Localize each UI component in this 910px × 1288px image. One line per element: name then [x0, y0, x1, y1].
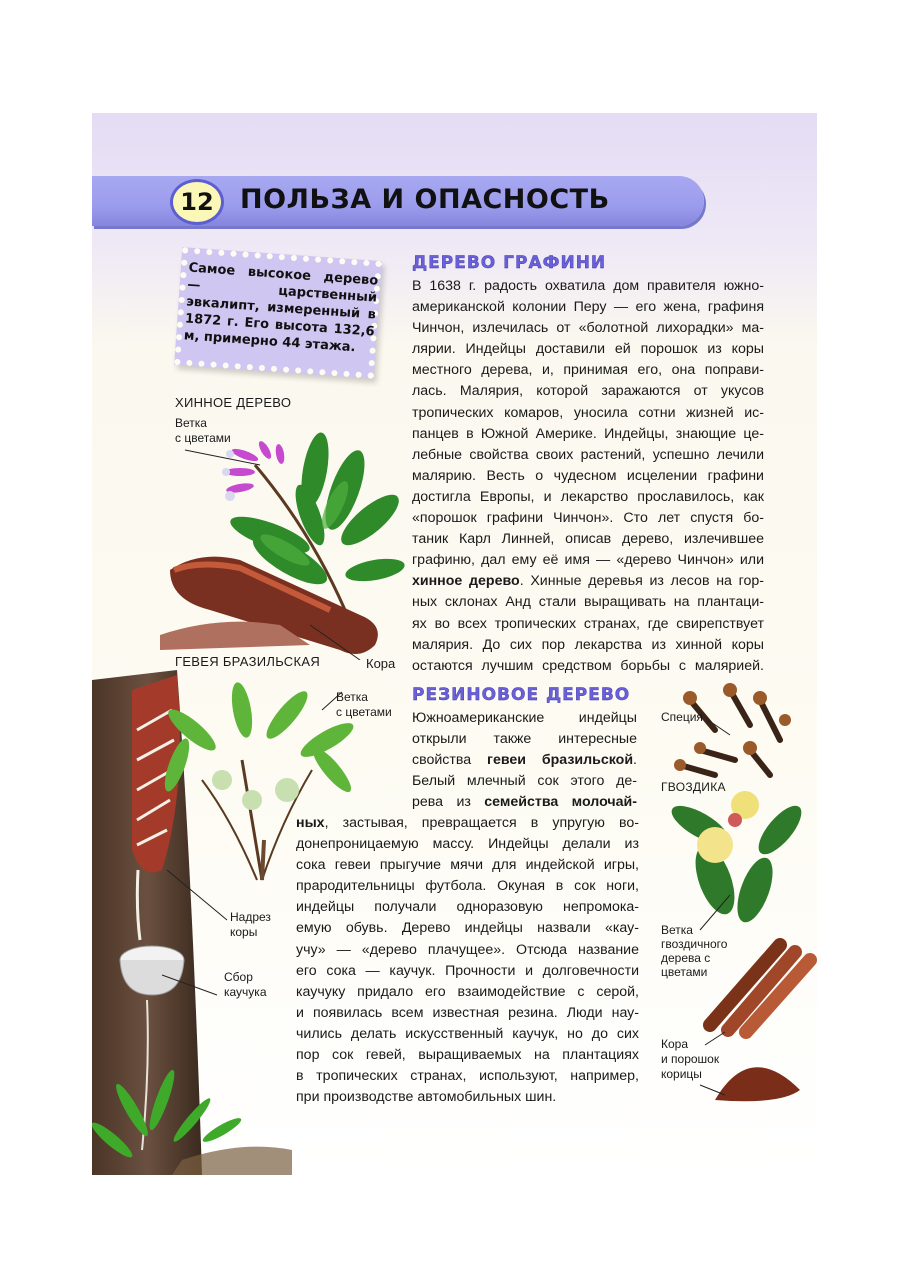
chapter-number-badge: 12 — [170, 179, 224, 225]
clove-branch-label — [661, 923, 727, 979]
cinnamon-label — [661, 1037, 719, 1082]
text-line: панцев в Южной Америке. Индейцы, знающие це- — [412, 425, 764, 442]
text-line: ях во всех тропических странах, где свирепствует — [412, 615, 764, 632]
text-line: лебные свойства своих растений, успешно лечили — [412, 446, 764, 463]
text-line: малярию. Весть о чудесном исцелении графини — [412, 467, 764, 484]
label-line: Ветка — [175, 416, 207, 430]
text-line — [412, 750, 637, 771]
text-line: чились делать искусственный каучук, но до сих — [296, 1025, 639, 1042]
text-line: и появилась всем известная резина. Люди нау- — [296, 1004, 639, 1021]
text-fragment: . Хинные деревья из лесов на гор- — [519, 573, 765, 590]
section-2-body-top — [412, 708, 637, 813]
clove-caption: ГВОЗДИКА — [661, 780, 726, 794]
text-line: Южноамериканские индейцы — [412, 710, 637, 726]
text-line — [412, 792, 637, 813]
hevea-branch-label — [336, 690, 392, 720]
section-2-body — [296, 813, 639, 1108]
text-line: пор сок гевей, выращиваемых на плантациях — [296, 1047, 639, 1064]
text-line — [412, 571, 764, 592]
label-line: каучука — [224, 985, 267, 999]
label-line: цветами — [661, 965, 708, 979]
text-line: емую обувь. Дерево индейцы назвали «кау- — [296, 920, 639, 937]
bold-term: ных — [296, 815, 325, 831]
fact-stamp-text: Самое высокое дерево — царственный эвкалипт, измеренный в 1872 г. Его высота 132,6 м, примерно 44 этажа. — [183, 260, 379, 356]
label-line: Кора — [661, 1037, 689, 1051]
cinchona-illustration — [160, 410, 410, 660]
text-fragment: свойства — [412, 752, 488, 769]
label-line: гвоздичного — [661, 937, 728, 951]
bold-term: хинное дерево — [412, 573, 520, 590]
text-line: учу» — «дерево плачущее». Отсюда название — [296, 941, 639, 958]
bold-term: гевеи бразильской — [487, 752, 634, 769]
text-line: графиню, дал ему её имя — «дерево Чинчон» или — [412, 552, 764, 569]
text-line: ных склонах Анд стали выращивать на плантаци- — [412, 594, 764, 611]
text-line: лярии. Индейцы доставили ей порошок из коры — [412, 341, 764, 358]
text-line: прародительницы футбола. Окуная в сок ноги, — [296, 878, 639, 895]
text-line: открыли также интересные — [412, 731, 637, 748]
text-line: остаются лучшим средством борьбы с малярией. — [412, 657, 764, 674]
bold-term: семейства молочай- — [484, 794, 637, 811]
clove-spice-label: Специя — [661, 710, 703, 724]
label-line: и порошок — [661, 1052, 720, 1066]
hevea-cut-label — [230, 910, 271, 940]
label-line: коры — [230, 925, 258, 939]
text-line: лась. Малярия, которой заражаются от укусов — [412, 383, 764, 400]
text-line — [296, 813, 639, 834]
chapter-title: ПОЛЬЗА И ОПАСНОСТЬ — [240, 184, 610, 215]
text-fragment: , застывая, превращается в упругую во- — [324, 815, 639, 831]
hevea-caption: ГЕВЕЯ БРАЗИЛЬСКАЯ — [175, 654, 321, 669]
text-line: малярия. До сих пор лекарства из хинной коры — [412, 636, 764, 653]
section-title-countess-tree: ДЕРЕВО ГРАФИНИ — [412, 253, 607, 273]
text-line: его сока — каучук. Прочности и долговечности — [296, 962, 639, 979]
text-line: таник Карл Линней, описав дерево, излечившее — [412, 531, 764, 548]
text-line: в тропических странах, используют, например, — [296, 1068, 639, 1085]
cinchona-bark-label: Кора — [366, 656, 396, 671]
text-fragment: . — [633, 752, 637, 769]
label-line: Надрез — [230, 910, 271, 924]
text-line: В 1638 г. радость охватила дом правителя южно- — [412, 278, 764, 294]
label-line: с цветами — [336, 705, 392, 719]
section-1-body — [412, 276, 764, 677]
text-line: донепроницаемую массу. Индейцы делали из — [296, 836, 639, 853]
text-line: индейцы получали одноразовую непромока- — [296, 899, 639, 916]
text-line: Чинчон, излечилась от «болотной лихорадки» ма- — [412, 320, 764, 337]
label-line: корицы — [661, 1067, 702, 1081]
text-line: достигла Европы, и лекарство прославилось, как — [412, 488, 764, 505]
text-line: Белый млечный сок этого де- — [412, 773, 637, 790]
text-fragment: рева из — [412, 794, 485, 811]
text-line: при производстве автомобильных шин. — [296, 1089, 557, 1106]
hevea-collect-label — [224, 970, 267, 1000]
text-line: «порошок графини Чинчон». Сто лет спустя бо- — [412, 510, 764, 527]
label-line: Ветка — [336, 690, 368, 704]
text-line: американской колонии Перу — его жена, графиня — [412, 299, 764, 316]
text-line: каучуку придало его взаимодействие с серой, — [296, 983, 639, 1000]
cinchona-caption: ХИННОЕ ДЕРЕВО — [175, 395, 292, 410]
text-line: местного дерева, и, принимая его, она поправи- — [412, 362, 764, 379]
label-line: дерева с — [661, 951, 711, 965]
label-line: с цветами — [175, 431, 231, 445]
text-line: тропических комаров, уносила сотни жизней ис- — [412, 404, 764, 421]
label-line: Сбор — [224, 970, 253, 984]
section-title-rubber-tree: РЕЗИНОВОЕ ДЕРЕВО — [412, 685, 631, 705]
text-line: сока гевеи прыгучие мячи для индейской игры, — [296, 857, 639, 874]
label-line: Ветка — [661, 923, 693, 937]
